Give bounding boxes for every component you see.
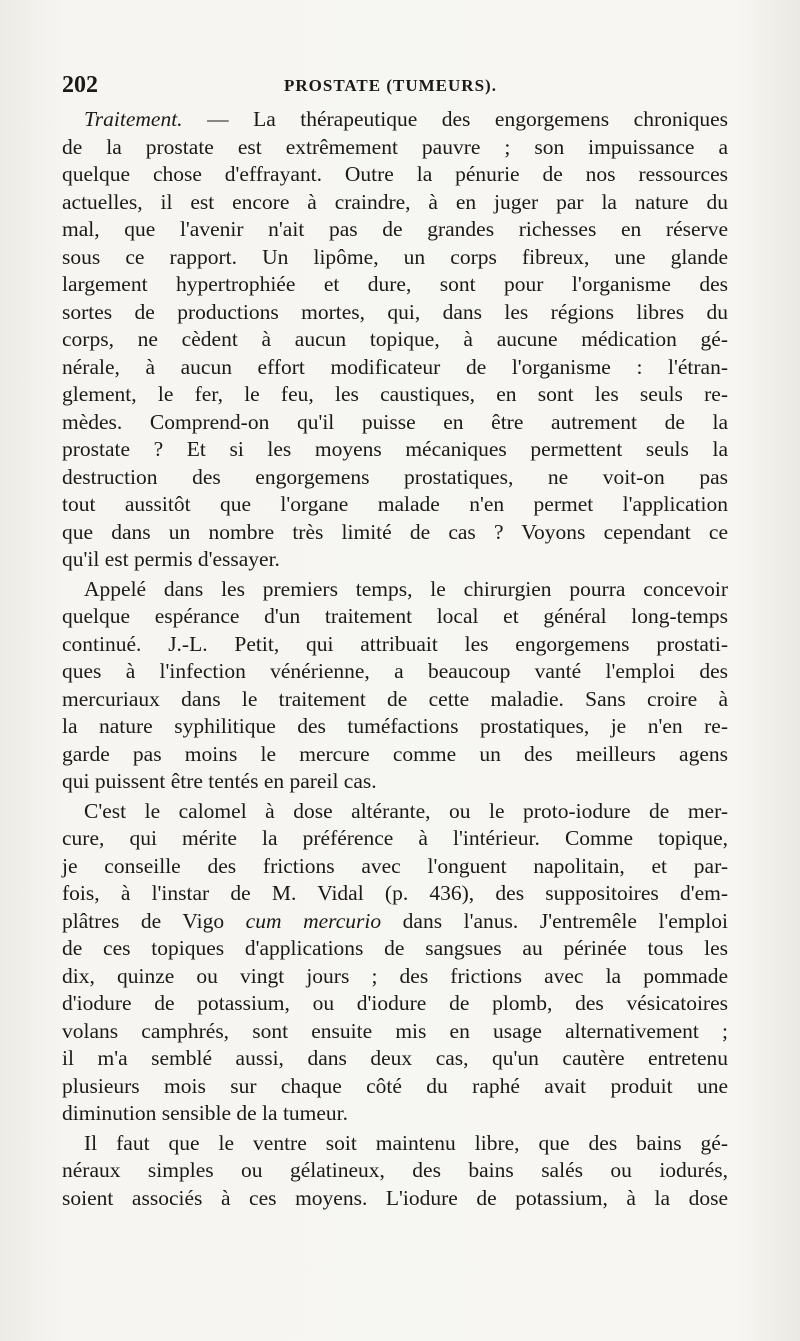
section-lead: Traitement. [84,107,208,131]
text-line: continué. J.-L. Petit, qui attribuait les engorgemens prostati- [62,631,728,656]
text-line: plusieurs mois sur chaque côté du raphé avait produit une [62,1073,728,1098]
text-line: il m'a semblé aussi, dans deux cas, qu'un cautère entretenu [62,1046,728,1070]
paragraph-treatment [62,106,728,574]
text-line: de la prostate est extrêmement pauvre ; son impuissance a [62,134,728,159]
paragraph-baths [62,1130,728,1213]
text-line: de ces topiques d'applications de sangsues au périnée tous les [62,936,728,960]
text-line: actuelles, il est encore à craindre, à en juger par la nature du [62,189,728,214]
text-line: garde pas moins le mercure comme un des meilleurs agens [62,741,728,766]
text-line: soient associés à ces moyens. L'iodure de potassium, à la dose [62,1185,728,1210]
text-line: cure, qui mérite la préférence à l'intérieur. Comme topique, [62,826,728,850]
page-header [62,72,728,104]
running-head: PROSTATE (TUMEURS). [284,76,497,95]
text-line: glement, le fer, le feu, les caustiques, en sont les seuls re- [62,382,728,406]
text-line: la nature syphilitique des tuméfactions prostatiques, je n'en re- [62,714,728,738]
text-line: quelque chose d'effrayant. Outre la pénurie de nos ressources [62,162,728,186]
text-line: dix, quinze ou vingt jours ; des frictions avec la pommade [62,963,728,988]
text-line: Traitement. — La thérapeutique des engorgemens chroniques [84,107,728,131]
paragraph-calomel [62,798,728,1128]
text-line: destruction des engorgemens prostatiques, ne voit-on pas [62,464,728,489]
text-line: volans camphrés, sont ensuite mis en usage alternativement ; [62,1018,728,1043]
text-line: ques à l'infection vénérienne, a beaucoup vanté l'emploi des [62,659,728,683]
text-line: mal, que l'avenir n'ait pas de grandes richesses en réserve [62,217,728,241]
text-line: corps, ne cèdent à aucun topique, à aucune médication gé- [62,327,728,351]
text-line: plâtres de Vigo cum mercurio dans l'anus. J'entremêle l'emploi [62,908,729,933]
text-line: que dans un nombre très limité de cas ? Voyons cependant ce [62,519,728,544]
text-line: prostate ? Et si les moyens mécaniques permettent seuls la [62,437,728,461]
text-line: quelque espérance d'un traitement local et général long-temps [62,604,728,628]
text-line: d'iodure de potassium, ou d'iodure de plomb, des vésicatoires [62,991,728,1015]
text-line: je conseille des frictions avec l'onguent napolitain, et par- [62,853,728,878]
text-line: néraux simples ou gélatineux, des bains salés ou iodurés, [62,1158,728,1182]
text-line: qui puissent être tentés en pareil cas. [62,769,377,793]
text-line: C'est le calomel à dose altérante, ou le proto-iodure de mer- [84,798,728,823]
latin-phrase: cum mercurio [245,908,382,933]
text-line: Appelé dans les premiers temps, le chirurgien pourra concevoir [84,576,728,601]
text-line: fois, à l'instar de M. Vidal (p. 436), des suppositoires d'em- [62,881,728,905]
text-line: largement hypertrophiée et dure, sont pour l'organisme des [62,272,728,296]
text-line: diminution sensible de la tumeur. [62,1101,349,1125]
text-line: Il faut que le ventre soit maintenu libre, que des bains gé- [84,1130,728,1155]
text-line: mercuriaux dans le traitement de cette maladie. Sans croire à [62,686,728,711]
text-line: nérale, à aucun effort modificateur de l'organisme : l'étran- [62,354,728,379]
text-line: qu'il est permis d'essayer. [62,547,280,571]
paragraph-early-treatment [62,576,728,796]
text-line: sous ce rapport. Un lipôme, un corps fibreux, une glande [62,244,728,269]
page-number: 202 [62,72,98,98]
body-text [62,106,728,1214]
text-line: sortes de productions mortes, qui, dans les régions libres du [62,299,728,324]
text-line: tout aussitôt que l'organe malade n'en permet l'application [62,492,728,516]
text-line: mèdes. Comprend-on qu'il puisse en être autrement de la [62,409,728,434]
